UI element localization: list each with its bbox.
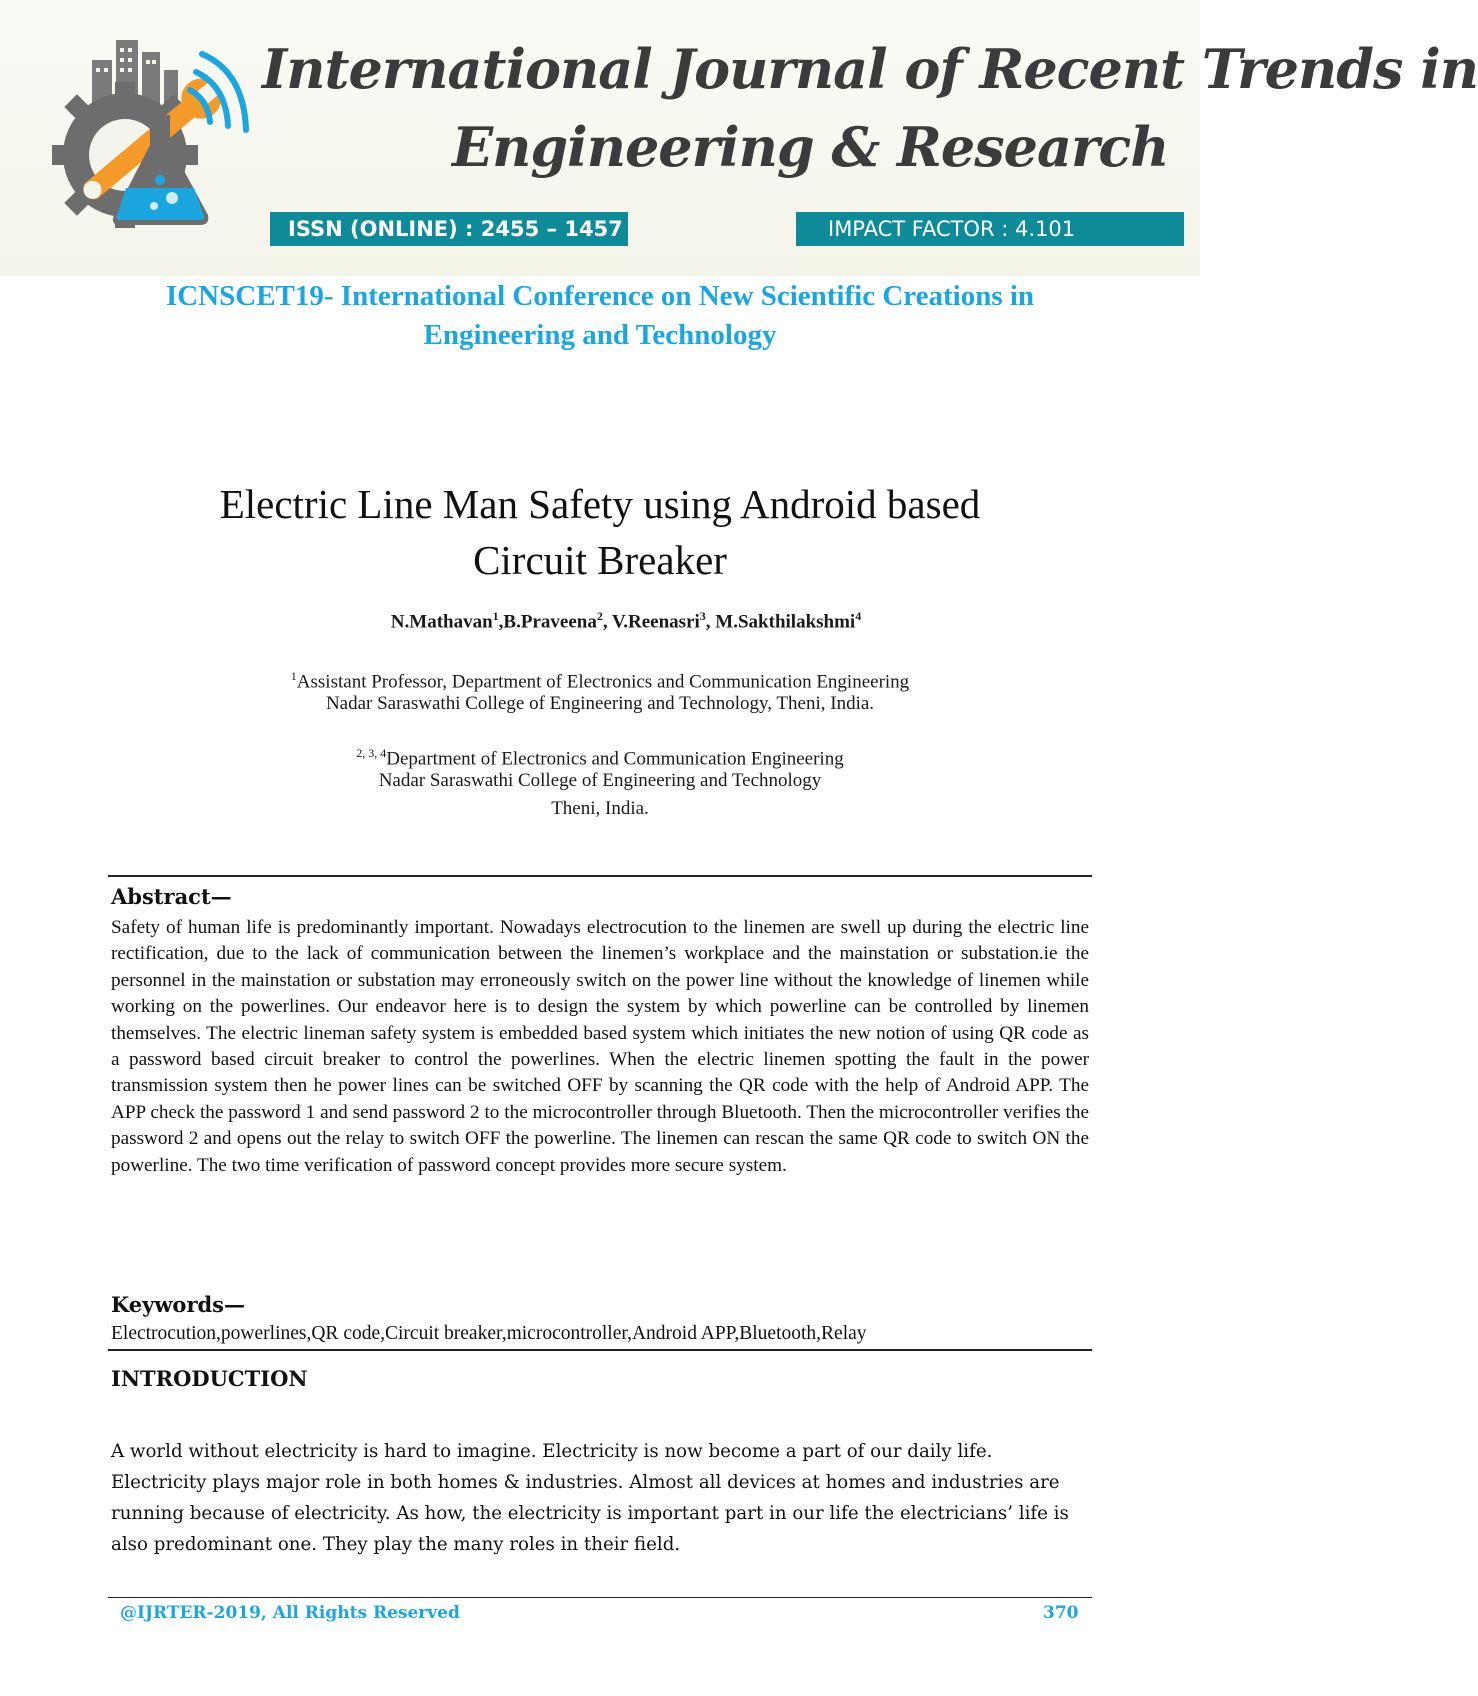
affiliation-2-line3: Theni, India. (551, 798, 649, 819)
page-number: 370 (1043, 1603, 1079, 1623)
keywords-label: Keywords— (111, 1292, 246, 1317)
author-list: N.Mathavan$^1$,B.Praveena$^2$, V.Reenasri$^3$, M.Sakthilakshmi$^4$ (390, 609, 862, 633)
abstract-label: Abstract— (111, 884, 232, 909)
issn-label: ISSN (ONLINE) : 2455 – 1457 (288, 217, 623, 241)
impact-factor-badge (796, 212, 1184, 246)
paper-title-line2: Circuit Breaker (473, 537, 727, 583)
author-name: B.Praveena (503, 611, 597, 633)
issn-badge (270, 212, 628, 246)
conference-title-line2: Engineering and Technology (423, 319, 777, 351)
journal-logo-icon (30, 30, 260, 240)
affiliation-1-line1: $^1$Assistant Professor, Department of Electronics and Communication Engineering (290, 669, 910, 693)
copyright-notice: @IJRTER-2019, All Rights Reserved (120, 1603, 460, 1623)
affiliation-2-line2: Nadar Saraswathi College of Engineering and Technology (378, 770, 822, 791)
author-sup: 1 (492, 609, 499, 623)
author-sup: 2 (596, 609, 603, 623)
affiliation-2-line1: $^{2, 3, 4}$Department of Electronics and Communication Engineering (356, 746, 844, 770)
impact-factor-label: IMPACT FACTOR : 4.101 (828, 217, 1076, 241)
author-sup: 3 (699, 609, 706, 623)
author-name: N.Mathavan (390, 611, 493, 633)
introduction-heading: INTRODUCTION (111, 1366, 308, 1391)
affiliation-1-line2: Nadar Saraswathi College of Engineering and Technology, Theni, India. (325, 693, 875, 714)
journal-title-line2: Engineering & Research (452, 115, 1169, 179)
conference-title-line1: ICNSCET19- International Conference on New Scientific Creations in (165, 280, 1035, 312)
journal-title-line1: International Journal of Recent Trends in (262, 37, 1478, 101)
keywords-text: Electrocution,powerlines,QR code,Circuit breaker,microcontroller,Android APP,Bluetooth,Relay (111, 1323, 867, 1344)
author-sup: 4 (855, 609, 862, 623)
divider (108, 1349, 1092, 1351)
paper-title-line1: Electric Line Man Safety using Android based (219, 481, 981, 527)
author-name: M.Sakthilakshmi (715, 611, 856, 633)
divider (108, 875, 1092, 877)
abstract-text: Safety of human life is predominantly important. Nowadays electrocution to the linemen are swell up during the electric line rectification, due to the lack of communication between the linemen’s workplace and the mainstation or substation.ie the personnel in the mainstation or substation may erroneously switch on the power line without the knowledge of linemen while working on the powerlines. Our endeavor here is to design the system by which powerline can be controlled by linemen themselves. The electric lineman safety system is embedded based system which initiates the new notion of using QR code as a password based circuit breaker to control the powerlines. When the electric linemen spotting the fault in the power transmission system then he power lines can be switched OFF by scanning the QR code with the help of Android APP. The APP check the password 1 and send password 2 to the microcontroller through Bluetooth. Then the microcontroller verifies the password 2 and opens out the relay to switch OFF the powerline. The linemen can rescan the same QR code to switch ON the powerline. The two time verification of password concept provides more secure system. (111, 917, 1089, 1176)
affiliation-sup: 1 (290, 669, 297, 683)
author-name: V.Reenasri (612, 611, 700, 633)
divider (108, 1597, 1092, 1598)
affiliation-sup: 2, 3, 4 (356, 746, 387, 760)
introduction-text: A world without electricity is hard to imagine. Electricity is now become a part of our daily life. Electricity plays major role in both homes & industries. Almost all devices at homes and industries are running because of electricity. As how, the electricity is important part in our life the electricians’ life is also predominant one. They play the many roles in their field. (111, 1441, 1069, 1555)
